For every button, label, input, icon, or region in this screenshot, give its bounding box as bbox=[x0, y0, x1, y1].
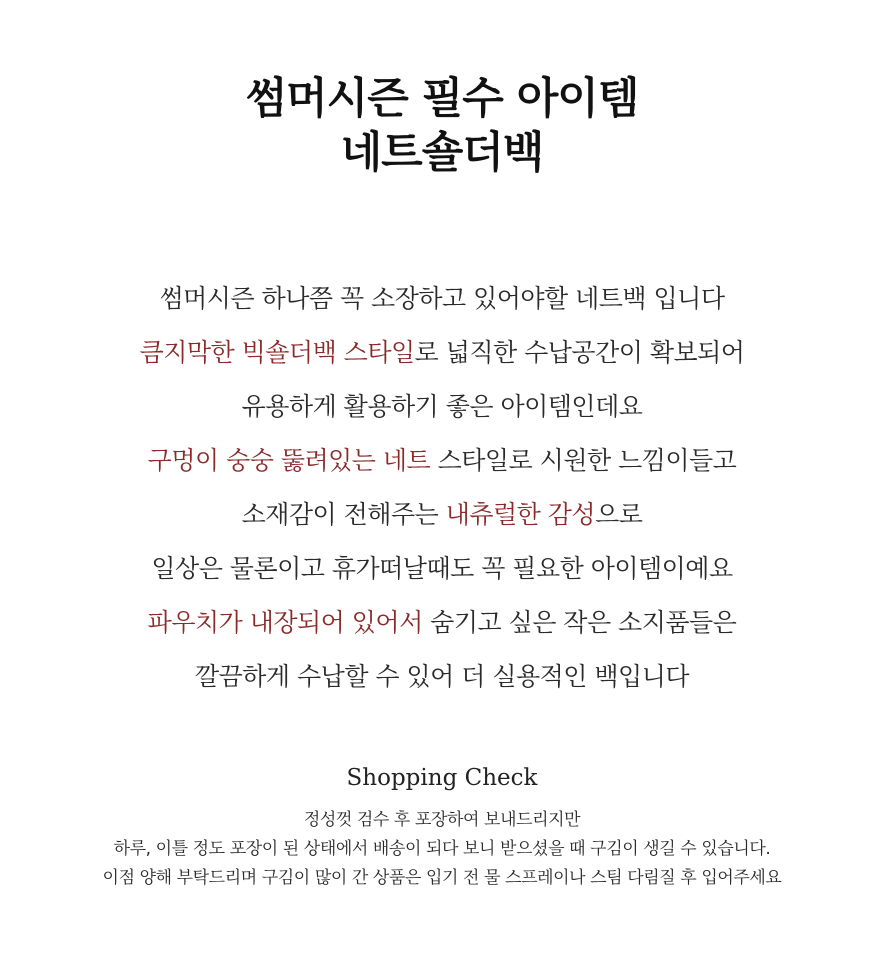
highlight-text: 파우치가 내장되어 있어서 bbox=[147, 608, 423, 637]
description-line-2 bbox=[0, 326, 884, 380]
description-line-5 bbox=[0, 488, 884, 542]
highlight-text: 내츄럴한 감성 bbox=[445, 500, 596, 529]
highlight-text: 구멍이 숭숭 뚫려있는 네트 bbox=[147, 446, 431, 475]
highlight-text: 큼지막한 빅숄더백 스타일 bbox=[139, 338, 415, 367]
title-line-2: 네트숄더백 bbox=[340, 128, 544, 178]
description-line-3: 유용하게 활용하기 좋은 아이템인데요 bbox=[241, 392, 643, 421]
shopping-check-line-3: 이점 양해 부탁드리며 구김이 많이 간 상품은 입기 전 물 스프레이나 스팀 다림질 후 입어주세요 bbox=[102, 868, 782, 888]
title-line-1: 썸머시즌 필수 아이템 bbox=[245, 74, 639, 124]
description-text: 숨기고 싶은 작은 소지품들은 bbox=[422, 608, 737, 637]
title-block bbox=[0, 72, 884, 180]
description-text: 로 넓직한 수납공간이 확보되어 bbox=[414, 338, 745, 367]
description-line-6: 일상은 물론이고 휴가떠날때도 꼭 필요한 아이템이예요 bbox=[151, 554, 733, 583]
description-line-1: 썸머시즌 하나쯤 꼭 소장하고 있어야할 네트백 입니다 bbox=[159, 284, 725, 313]
shopping-check-line-1: 정성껏 검수 후 포장하여 보내드리지만 bbox=[303, 810, 581, 830]
description-line-4 bbox=[0, 434, 884, 488]
shopping-check-heading: Shopping Check bbox=[346, 765, 538, 791]
description-text: 스타일로 시원한 느낌이들고 bbox=[430, 446, 737, 475]
description-text: 으로 bbox=[595, 500, 643, 529]
description-line-8: 깔끔하게 수납할 수 있어 더 실용적인 백입니다 bbox=[194, 662, 690, 691]
description-text: 소재감이 전해주는 bbox=[241, 500, 446, 529]
shopping-check-line-2: 하루, 이틀 정도 포장이 된 상태에서 배송이 되다 보니 받으셨을 때 구김이 생길 수 있습니다. bbox=[113, 839, 771, 859]
description-line-7 bbox=[0, 596, 884, 650]
description-block bbox=[0, 272, 884, 704]
shopping-check-block bbox=[0, 760, 884, 893]
